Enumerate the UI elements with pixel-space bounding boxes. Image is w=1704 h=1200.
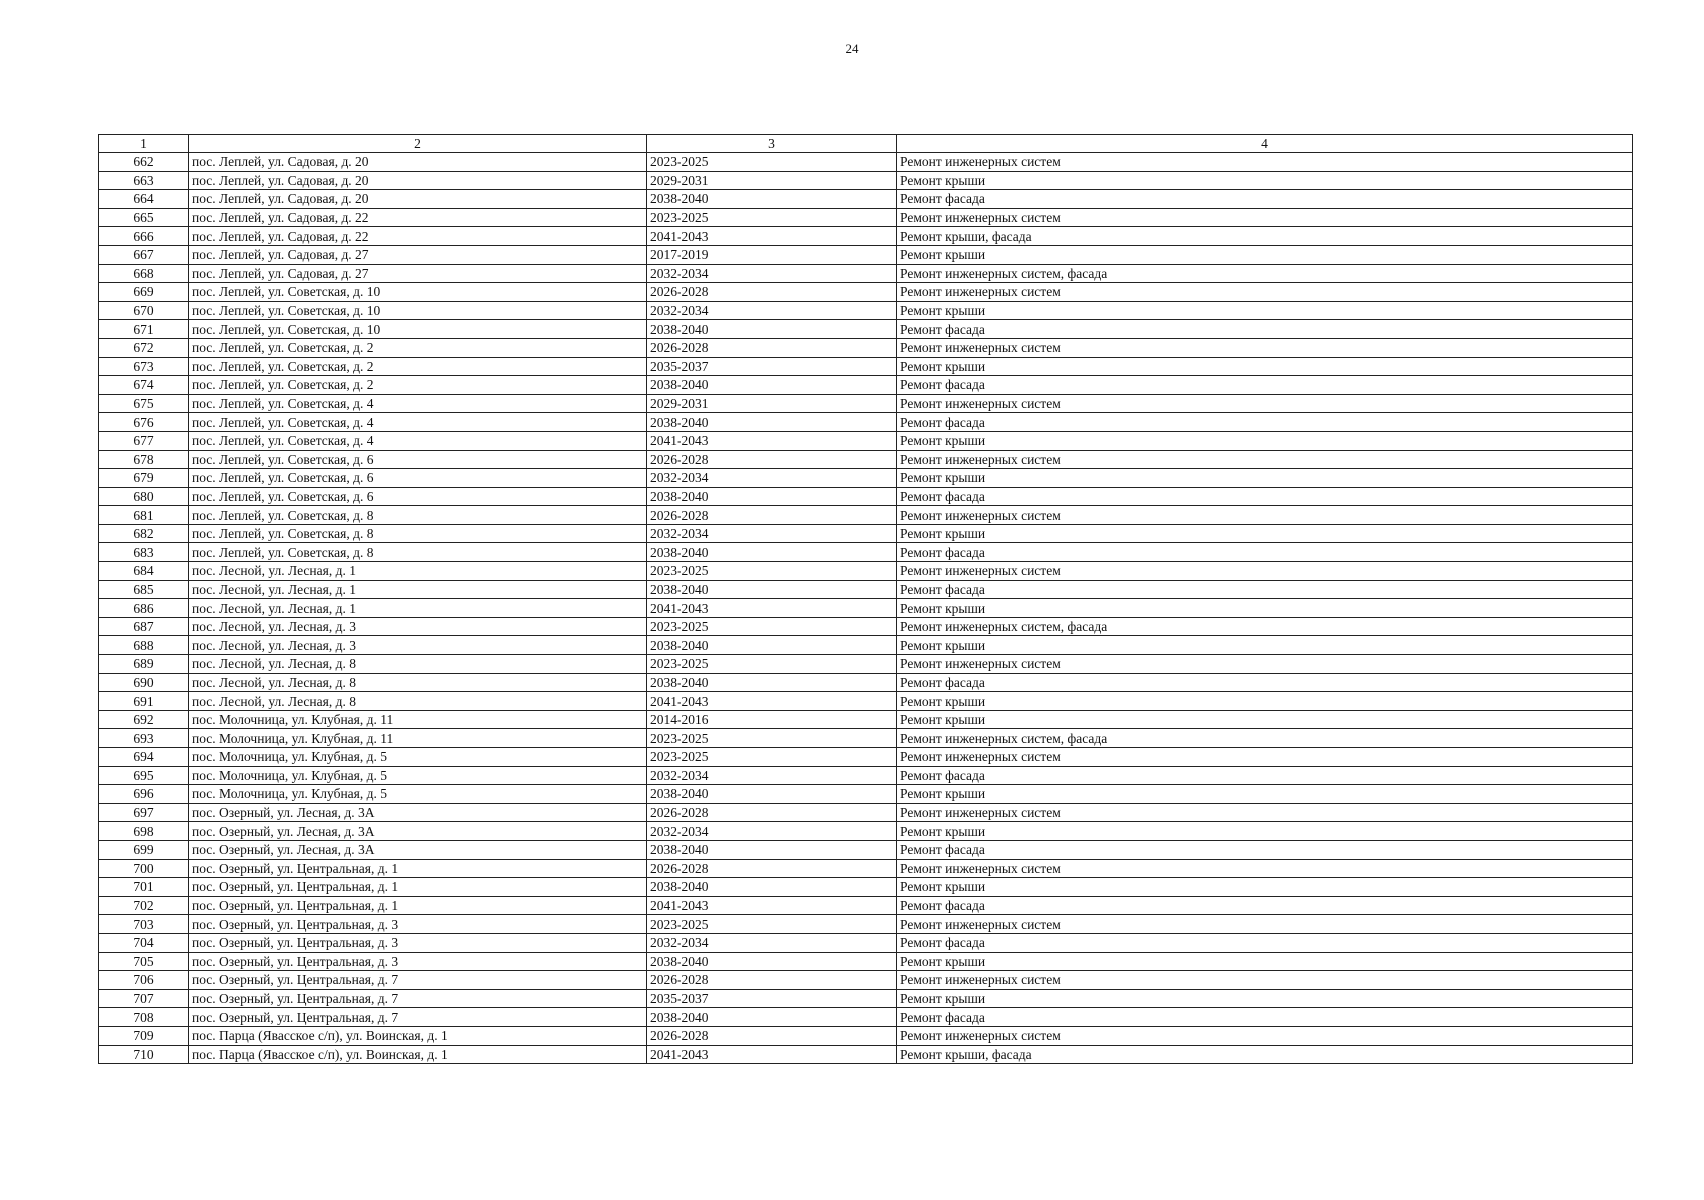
period-cell: 2014-2016: [647, 710, 897, 729]
period-cell: 2032-2034: [647, 301, 897, 320]
period-cell: 2032-2034: [647, 264, 897, 283]
row-number-cell: 697: [99, 803, 189, 822]
work-type-cell: Ремонт инженерных систем: [897, 859, 1633, 878]
period-cell: 2017-2019: [647, 245, 897, 264]
table-row: [99, 617, 1633, 636]
address-cell: пос. Озерный, ул. Центральная, д. 3: [189, 933, 647, 952]
row-number-cell: 690: [99, 673, 189, 692]
row-number-cell: 705: [99, 952, 189, 971]
address-cell: пос. Леплей, ул. Садовая, д. 20: [189, 190, 647, 209]
work-type-cell: Ремонт крыши: [897, 989, 1633, 1008]
period-cell: 2023-2025: [647, 729, 897, 748]
table-row: [99, 748, 1633, 767]
address-cell: пос. Лесной, ул. Лесная, д. 8: [189, 673, 647, 692]
table-row: [99, 952, 1633, 971]
table-row: [99, 933, 1633, 952]
period-cell: 2029-2031: [647, 394, 897, 413]
work-type-cell: Ремонт крыши: [897, 878, 1633, 897]
address-cell: пос. Леплей, ул. Советская, д. 10: [189, 301, 647, 320]
period-cell: 2026-2028: [647, 450, 897, 469]
address-cell: пос. Леплей, ул. Советская, д. 2: [189, 338, 647, 357]
column-header-4: 4: [897, 135, 1633, 153]
address-cell: пос. Озерный, ул. Центральная, д. 7: [189, 989, 647, 1008]
table-row: [99, 1026, 1633, 1045]
table-row: [99, 283, 1633, 302]
work-type-cell: Ремонт инженерных систем: [897, 562, 1633, 581]
column-header-2: 2: [189, 135, 647, 153]
address-cell: пос. Леплей, ул. Советская, д. 8: [189, 524, 647, 543]
row-number-cell: 668: [99, 264, 189, 283]
period-cell: 2038-2040: [647, 673, 897, 692]
table-row: [99, 971, 1633, 990]
address-cell: пос. Озерный, ул. Центральная, д. 3: [189, 952, 647, 971]
row-number-cell: 679: [99, 469, 189, 488]
work-type-cell: Ремонт фасада: [897, 1008, 1633, 1027]
period-cell: 2038-2040: [647, 543, 897, 562]
address-cell: пос. Леплей, ул. Советская, д. 6: [189, 487, 647, 506]
period-cell: 2023-2025: [647, 655, 897, 674]
address-cell: пос. Леплей, ул. Садовая, д. 22: [189, 208, 647, 227]
table-row: [99, 301, 1633, 320]
address-cell: пос. Леплей, ул. Советская, д. 8: [189, 506, 647, 525]
row-number-cell: 701: [99, 878, 189, 897]
row-number-cell: 667: [99, 245, 189, 264]
row-number-cell: 681: [99, 506, 189, 525]
work-type-cell: Ремонт инженерных систем, фасада: [897, 729, 1633, 748]
period-cell: 2038-2040: [647, 636, 897, 655]
address-cell: пос. Озерный, ул. Центральная, д. 7: [189, 1008, 647, 1027]
period-cell: 2035-2037: [647, 989, 897, 1008]
address-cell: пос. Молочница, ул. Клубная, д. 5: [189, 785, 647, 804]
table-row: [99, 264, 1633, 283]
work-type-cell: Ремонт фасада: [897, 673, 1633, 692]
work-type-cell: Ремонт инженерных систем: [897, 153, 1633, 172]
table-header: [99, 135, 1633, 153]
table-row: [99, 153, 1633, 172]
row-number-cell: 695: [99, 766, 189, 785]
row-number-cell: 710: [99, 1045, 189, 1064]
work-type-cell: Ремонт фасада: [897, 766, 1633, 785]
period-cell: 2038-2040: [647, 785, 897, 804]
row-number-cell: 675: [99, 394, 189, 413]
period-cell: 2032-2034: [647, 524, 897, 543]
address-cell: пос. Леплей, ул. Садовая, д. 20: [189, 153, 647, 172]
address-cell: пос. Леплей, ул. Советская, д. 6: [189, 469, 647, 488]
address-cell: пос. Озерный, ул. Центральная, д. 1: [189, 859, 647, 878]
column-header-3: 3: [647, 135, 897, 153]
table-row: [99, 599, 1633, 618]
period-cell: 2029-2031: [647, 171, 897, 190]
row-number-cell: 672: [99, 338, 189, 357]
period-cell: 2023-2025: [647, 153, 897, 172]
address-cell: пос. Лесной, ул. Лесная, д. 1: [189, 580, 647, 599]
row-number-cell: 680: [99, 487, 189, 506]
address-cell: пос. Озерный, ул. Центральная, д. 1: [189, 878, 647, 897]
address-cell: пос. Леплей, ул. Садовая, д. 22: [189, 227, 647, 246]
work-type-cell: Ремонт крыши: [897, 301, 1633, 320]
table-row: [99, 859, 1633, 878]
table-row: [99, 1008, 1633, 1027]
table-row: [99, 1045, 1633, 1064]
address-cell: пос. Озерный, ул. Центральная, д. 7: [189, 971, 647, 990]
address-cell: пос. Озерный, ул. Лесная, д. 3А: [189, 840, 647, 859]
row-number-cell: 662: [99, 153, 189, 172]
table-row: [99, 822, 1633, 841]
table-row: [99, 190, 1633, 209]
work-type-cell: Ремонт крыши: [897, 357, 1633, 376]
row-number-cell: 676: [99, 413, 189, 432]
work-type-cell: Ремонт крыши, фасада: [897, 227, 1633, 246]
row-number-cell: 664: [99, 190, 189, 209]
row-number-cell: 670: [99, 301, 189, 320]
period-cell: 2041-2043: [647, 1045, 897, 1064]
work-type-cell: Ремонт фасада: [897, 933, 1633, 952]
table-row: [99, 878, 1633, 897]
table-row: [99, 766, 1633, 785]
work-type-cell: Ремонт крыши: [897, 431, 1633, 450]
work-type-cell: Ремонт крыши: [897, 469, 1633, 488]
address-cell: пос. Леплей, ул. Садовая, д. 20: [189, 171, 647, 190]
row-number-cell: 692: [99, 710, 189, 729]
work-type-cell: Ремонт крыши, фасада: [897, 1045, 1633, 1064]
row-number-cell: 684: [99, 562, 189, 581]
table-row: [99, 227, 1633, 246]
row-number-cell: 663: [99, 171, 189, 190]
period-cell: 2038-2040: [647, 487, 897, 506]
period-cell: 2026-2028: [647, 283, 897, 302]
work-type-cell: Ремонт инженерных систем: [897, 655, 1633, 674]
work-type-cell: Ремонт инженерных систем: [897, 748, 1633, 767]
table-row: [99, 710, 1633, 729]
table-row: [99, 338, 1633, 357]
row-number-cell: 683: [99, 543, 189, 562]
work-type-cell: Ремонт инженерных систем: [897, 803, 1633, 822]
row-number-cell: 685: [99, 580, 189, 599]
address-cell: пос. Лесной, ул. Лесная, д. 1: [189, 562, 647, 581]
row-number-cell: 687: [99, 617, 189, 636]
table-row: [99, 840, 1633, 859]
page-number: 24: [845, 41, 859, 56]
period-cell: 2026-2028: [647, 803, 897, 822]
address-cell: пос. Леплей, ул. Советская, д. 4: [189, 394, 647, 413]
work-type-cell: Ремонт фасада: [897, 543, 1633, 562]
work-type-cell: Ремонт инженерных систем: [897, 394, 1633, 413]
period-cell: 2023-2025: [647, 915, 897, 934]
row-number-cell: 708: [99, 1008, 189, 1027]
row-number-cell: 689: [99, 655, 189, 674]
row-number-cell: 702: [99, 896, 189, 915]
row-number-cell: 673: [99, 357, 189, 376]
address-cell: пос. Озерный, ул. Центральная, д. 3: [189, 915, 647, 934]
address-cell: пос. Леплей, ул. Садовая, д. 27: [189, 245, 647, 264]
table-row: [99, 394, 1633, 413]
column-header-1: 1: [99, 135, 189, 153]
row-number-cell: 677: [99, 431, 189, 450]
address-cell: пос. Лесной, ул. Лесная, д. 8: [189, 655, 647, 674]
table-row: [99, 431, 1633, 450]
row-number-cell: 693: [99, 729, 189, 748]
work-type-cell: Ремонт инженерных систем, фасада: [897, 264, 1633, 283]
table-row: [99, 989, 1633, 1008]
address-cell: пос. Молочница, ул. Клубная, д. 11: [189, 710, 647, 729]
work-type-cell: Ремонт инженерных систем: [897, 450, 1633, 469]
row-number-cell: 698: [99, 822, 189, 841]
table-body: [99, 153, 1633, 1064]
work-type-cell: Ремонт крыши: [897, 245, 1633, 264]
table-row: [99, 636, 1633, 655]
work-type-cell: Ремонт крыши: [897, 785, 1633, 804]
address-cell: пос. Молочница, ул. Клубная, д. 5: [189, 766, 647, 785]
work-type-cell: Ремонт фасада: [897, 840, 1633, 859]
address-cell: пос. Лесной, ул. Лесная, д. 3: [189, 617, 647, 636]
table-row: [99, 413, 1633, 432]
period-cell: 2038-2040: [647, 190, 897, 209]
address-cell: пос. Леплей, ул. Советская, д. 4: [189, 413, 647, 432]
table-row: [99, 171, 1633, 190]
work-type-cell: Ремонт фасада: [897, 487, 1633, 506]
work-type-cell: Ремонт крыши: [897, 599, 1633, 618]
table-row: [99, 543, 1633, 562]
row-number-cell: 707: [99, 989, 189, 1008]
period-cell: 2038-2040: [647, 840, 897, 859]
table-row: [99, 803, 1633, 822]
table-row: [99, 915, 1633, 934]
row-number-cell: 699: [99, 840, 189, 859]
work-type-cell: Ремонт инженерных систем: [897, 283, 1633, 302]
period-cell: 2023-2025: [647, 748, 897, 767]
period-cell: 2032-2034: [647, 822, 897, 841]
work-type-cell: Ремонт крыши: [897, 171, 1633, 190]
table-row: [99, 487, 1633, 506]
address-cell: пос. Леплей, ул. Советская, д. 10: [189, 283, 647, 302]
header-row: [99, 135, 1633, 153]
row-number-cell: 669: [99, 283, 189, 302]
period-cell: 2038-2040: [647, 376, 897, 395]
work-type-cell: Ремонт фасада: [897, 413, 1633, 432]
table-row: [99, 357, 1633, 376]
address-cell: пос. Парца (Явасское с/п), ул. Воинская, д. 1: [189, 1045, 647, 1064]
row-number-cell: 671: [99, 320, 189, 339]
address-cell: пос. Лесной, ул. Лесная, д. 1: [189, 599, 647, 618]
row-number-cell: 666: [99, 227, 189, 246]
address-cell: пос. Озерный, ул. Лесная, д. 3А: [189, 803, 647, 822]
row-number-cell: 709: [99, 1026, 189, 1045]
work-type-cell: Ремонт инженерных систем: [897, 915, 1633, 934]
period-cell: 2041-2043: [647, 431, 897, 450]
work-type-cell: Ремонт фасада: [897, 190, 1633, 209]
row-number-cell: 674: [99, 376, 189, 395]
table-row: [99, 729, 1633, 748]
table-row: [99, 785, 1633, 804]
row-number-cell: 706: [99, 971, 189, 990]
period-cell: 2041-2043: [647, 599, 897, 618]
row-number-cell: 682: [99, 524, 189, 543]
table-row: [99, 692, 1633, 711]
work-type-cell: Ремонт крыши: [897, 636, 1633, 655]
work-type-cell: Ремонт крыши: [897, 952, 1633, 971]
table-row: [99, 896, 1633, 915]
period-cell: 2032-2034: [647, 933, 897, 952]
work-type-cell: Ремонт фасада: [897, 896, 1633, 915]
table-row: [99, 580, 1633, 599]
period-cell: 2035-2037: [647, 357, 897, 376]
address-cell: пос. Леплей, ул. Советская, д. 10: [189, 320, 647, 339]
work-type-cell: Ремонт крыши: [897, 822, 1633, 841]
table-row: [99, 562, 1633, 581]
work-type-cell: Ремонт инженерных систем: [897, 1026, 1633, 1045]
period-cell: 2026-2028: [647, 971, 897, 990]
period-cell: 2032-2034: [647, 469, 897, 488]
row-number-cell: 704: [99, 933, 189, 952]
period-cell: 2026-2028: [647, 1026, 897, 1045]
housing-repair-table: [98, 134, 1633, 1064]
period-cell: 2023-2025: [647, 562, 897, 581]
row-number-cell: 691: [99, 692, 189, 711]
work-type-cell: Ремонт фасада: [897, 376, 1633, 395]
address-cell: пос. Молочница, ул. Клубная, д. 11: [189, 729, 647, 748]
period-cell: 2041-2043: [647, 896, 897, 915]
row-number-cell: 700: [99, 859, 189, 878]
work-type-cell: Ремонт инженерных систем: [897, 506, 1633, 525]
address-cell: пос. Парца (Явасское с/п), ул. Воинская, д. 1: [189, 1026, 647, 1045]
address-cell: пос. Лесной, ул. Лесная, д. 8: [189, 692, 647, 711]
address-cell: пос. Озерный, ул. Центральная, д. 1: [189, 896, 647, 915]
row-number-cell: 678: [99, 450, 189, 469]
table-row: [99, 376, 1633, 395]
period-cell: 2038-2040: [647, 413, 897, 432]
period-cell: 2032-2034: [647, 766, 897, 785]
row-number-cell: 686: [99, 599, 189, 618]
row-number-cell: 665: [99, 208, 189, 227]
table-row: [99, 673, 1633, 692]
work-type-cell: Ремонт фасада: [897, 580, 1633, 599]
period-cell: 2038-2040: [647, 952, 897, 971]
address-cell: пос. Леплей, ул. Советская, д. 2: [189, 376, 647, 395]
period-cell: 2026-2028: [647, 506, 897, 525]
address-cell: пос. Молочница, ул. Клубная, д. 5: [189, 748, 647, 767]
table-row: [99, 524, 1633, 543]
row-number-cell: 696: [99, 785, 189, 804]
row-number-cell: 688: [99, 636, 189, 655]
work-type-cell: Ремонт крыши: [897, 524, 1633, 543]
work-type-cell: Ремонт инженерных систем, фасада: [897, 617, 1633, 636]
address-cell: пос. Лесной, ул. Лесная, д. 3: [189, 636, 647, 655]
row-number-cell: 694: [99, 748, 189, 767]
address-cell: пос. Леплей, ул. Советская, д. 4: [189, 431, 647, 450]
work-type-cell: Ремонт инженерных систем: [897, 208, 1633, 227]
row-number-cell: 703: [99, 915, 189, 934]
period-cell: 2041-2043: [647, 692, 897, 711]
table-row: [99, 469, 1633, 488]
work-type-cell: Ремонт крыши: [897, 710, 1633, 729]
period-cell: 2023-2025: [647, 617, 897, 636]
address-cell: пос. Озерный, ул. Лесная, д. 3А: [189, 822, 647, 841]
table-row: [99, 506, 1633, 525]
address-cell: пос. Леплей, ул. Советская, д. 8: [189, 543, 647, 562]
table-row: [99, 320, 1633, 339]
period-cell: 2038-2040: [647, 878, 897, 897]
work-type-cell: Ремонт инженерных систем: [897, 971, 1633, 990]
table-row: [99, 245, 1633, 264]
table-row: [99, 450, 1633, 469]
table-row: [99, 655, 1633, 674]
period-cell: 2038-2040: [647, 1008, 897, 1027]
period-cell: 2038-2040: [647, 580, 897, 599]
address-cell: пос. Леплей, ул. Советская, д. 2: [189, 357, 647, 376]
work-type-cell: Ремонт фасада: [897, 320, 1633, 339]
work-type-cell: Ремонт инженерных систем: [897, 338, 1633, 357]
period-cell: 2041-2043: [647, 227, 897, 246]
period-cell: 2023-2025: [647, 208, 897, 227]
address-cell: пос. Леплей, ул. Садовая, д. 27: [189, 264, 647, 283]
work-type-cell: Ремонт крыши: [897, 692, 1633, 711]
period-cell: 2026-2028: [647, 338, 897, 357]
period-cell: 2026-2028: [647, 859, 897, 878]
table-row: [99, 208, 1633, 227]
address-cell: пос. Леплей, ул. Советская, д. 6: [189, 450, 647, 469]
period-cell: 2038-2040: [647, 320, 897, 339]
